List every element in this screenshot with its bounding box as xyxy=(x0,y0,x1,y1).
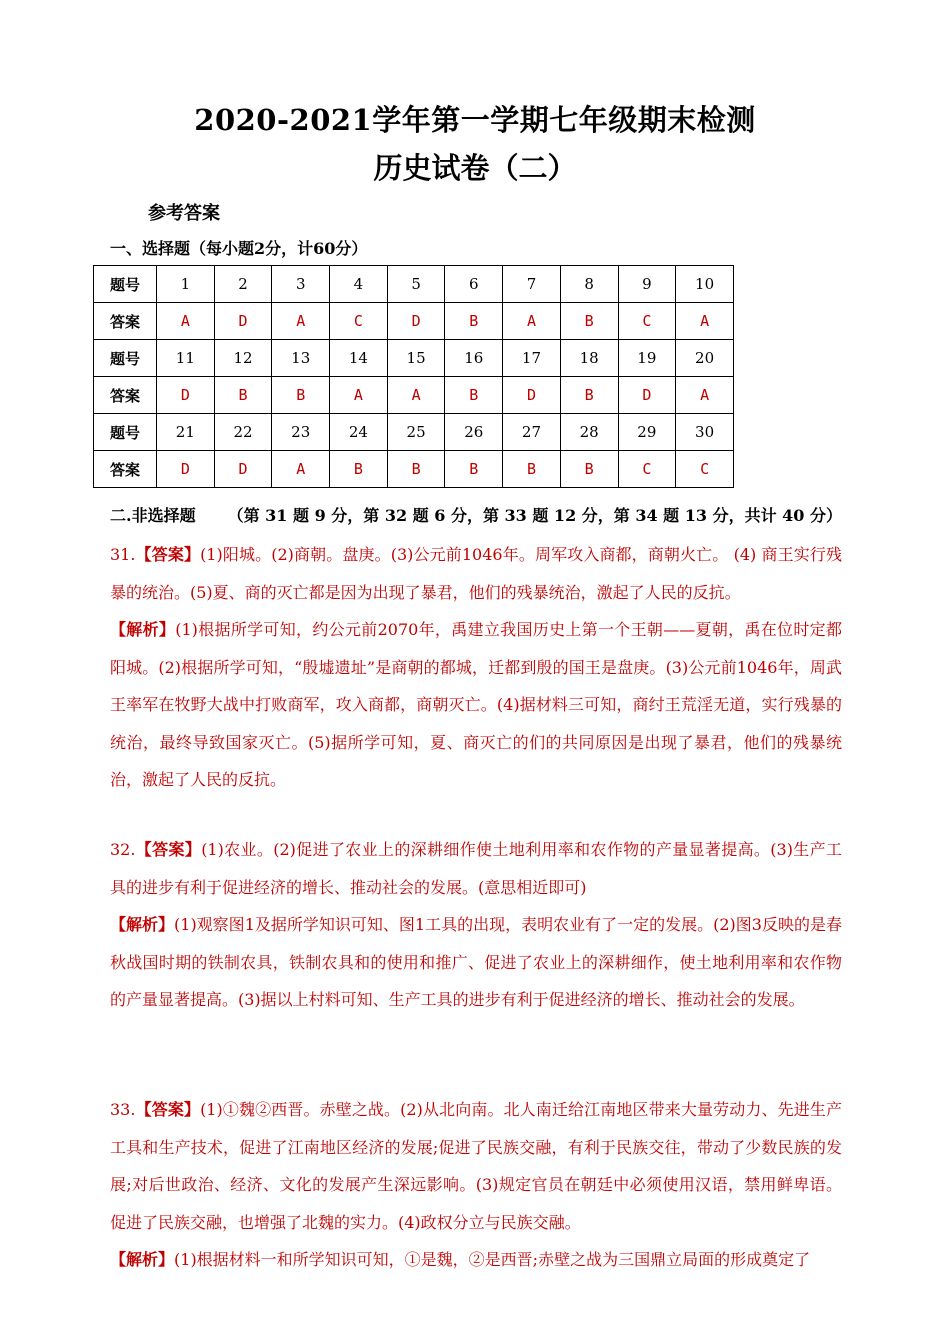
question-number-cell: 2 xyxy=(214,266,272,303)
question-number-cell: 30 xyxy=(676,414,734,451)
answer-cell: C xyxy=(330,303,388,340)
answer-cell: B xyxy=(560,451,618,488)
question-number-cell: 29 xyxy=(618,414,676,451)
row-label-number: 题号 xyxy=(94,266,157,303)
q32-analysis xyxy=(110,906,842,1019)
question-number-cell: 24 xyxy=(330,414,388,451)
answer-cell: B xyxy=(387,451,445,488)
answer-cell: B xyxy=(445,377,503,414)
question-33 xyxy=(110,1091,842,1279)
question-number-cell: 3 xyxy=(272,266,330,303)
question-number-cell: 27 xyxy=(503,414,561,451)
answer-cell: B xyxy=(272,377,330,414)
answer-cell: A xyxy=(330,377,388,414)
question-number-cell: 1 xyxy=(157,266,215,303)
question-number-cell: 19 xyxy=(618,340,676,377)
section-1-heading: 一、选择题（每小题2分，计60分） xyxy=(110,239,368,258)
q33-answer xyxy=(110,1091,842,1241)
question-number-cell: 23 xyxy=(272,414,330,451)
reference-answer-label: 参考答案 xyxy=(148,203,220,224)
question-32 xyxy=(110,831,842,1019)
question-number-cell: 13 xyxy=(272,340,330,377)
answer-cell: A xyxy=(272,451,330,488)
question-number-cell: 11 xyxy=(157,340,215,377)
question-number-row xyxy=(94,266,734,303)
q31-analysis-label: 【解析】 xyxy=(110,620,176,639)
q33-answer-label: 【答案】 xyxy=(135,1100,201,1119)
answer-cell: C xyxy=(618,303,676,340)
q32-number: 32. xyxy=(110,840,136,859)
answer-cell: D xyxy=(214,451,272,488)
row-label-answer: 答案 xyxy=(94,451,157,488)
q33-number: 33. xyxy=(110,1100,136,1119)
question-number-cell: 8 xyxy=(560,266,618,303)
answer-cell: B xyxy=(445,451,503,488)
question-number-cell: 12 xyxy=(214,340,272,377)
question-number-cell: 10 xyxy=(676,266,734,303)
question-number-cell: 15 xyxy=(387,340,445,377)
q31-number: 31. xyxy=(110,545,136,564)
question-number-cell: 7 xyxy=(503,266,561,303)
answer-row xyxy=(94,303,734,340)
q31-answer-text: (1)阳城。(2)商朝。盘庚。(3)公元前1046年。周军攻入商都，商朝火亡。 (4) 商王实行残暴的统治。(5)夏、商的灭亡都是因为出现了暴君，他们的残暴统治，激起了人民的反抗。 xyxy=(110,545,842,602)
q33-analysis xyxy=(110,1241,842,1279)
question-number-cell: 21 xyxy=(157,414,215,451)
q31-answer-label: 【答案】 xyxy=(135,545,201,564)
answer-cell: B xyxy=(503,451,561,488)
q31-answer xyxy=(110,536,842,611)
answer-cell: A xyxy=(387,377,445,414)
answer-cell: D xyxy=(157,451,215,488)
question-number-cell: 14 xyxy=(330,340,388,377)
answer-cell: B xyxy=(214,377,272,414)
row-label-answer: 答案 xyxy=(94,377,157,414)
q33-analysis-text: (1)根据材料一和所学知识可知，①是魏，②是西晋;赤壁之战为三国鼎立局面的形成奠定了 xyxy=(174,1250,811,1269)
question-number-cell: 28 xyxy=(560,414,618,451)
section-2-heading xyxy=(110,503,842,526)
question-number-cell: 18 xyxy=(560,340,618,377)
question-number-cell: 25 xyxy=(387,414,445,451)
q32-answer-label: 【答案】 xyxy=(135,840,202,859)
title-line-1: 2020-2021学年第一学期七年级期末检测 xyxy=(194,103,756,137)
q31-analysis-text: (1)根据所学可知，约公元前2070年，禹建立我国历史上第一个王朝——夏朝，禹在位时定都阳城。(2)根据所学可知，“殷墟遗址”是商朝的都城，迁都到殷的国王是盘庚。(3)公元前1046年，周武王率军在牧野大战中打败商军，攻入商都，商朝灭亡。(4)据材料三可知，商纣王荒淫无道，实行残暴的统治，最终导致国家灭亡。(5)据所学可知，夏、商灭亡的们的共同原因是出现了暴君，他们的残暴统治，激起了人民的反抗。 xyxy=(110,620,842,789)
answer-cell: B xyxy=(445,303,503,340)
answer-row xyxy=(94,377,734,414)
answer-cell: B xyxy=(330,451,388,488)
title-line-2: 历史试卷（二） xyxy=(373,151,577,185)
q32-answer-text: (1)农业。(2)促进了农业上的深耕细作使土地利用率和农作物的产量显著提高。(3)生产工具的进步有利于促进经济的增长、推动社会的发展。(意思相近即可) xyxy=(110,840,842,897)
row-label-answer: 答案 xyxy=(94,303,157,340)
q32-answer xyxy=(110,831,842,906)
answer-row xyxy=(94,451,734,488)
question-number-cell: 17 xyxy=(503,340,561,377)
row-label-number: 题号 xyxy=(94,414,157,451)
answer-cell: D xyxy=(387,303,445,340)
answer-cell: C xyxy=(676,451,734,488)
question-number-row xyxy=(94,414,734,451)
question-number-row xyxy=(94,340,734,377)
question-number-cell: 5 xyxy=(387,266,445,303)
section-2-title: 二.非选择题 xyxy=(110,506,196,525)
answer-cell: A xyxy=(503,303,561,340)
question-number-cell: 4 xyxy=(330,266,388,303)
question-number-cell: 6 xyxy=(445,266,503,303)
q31-analysis xyxy=(110,611,842,799)
row-label-number: 题号 xyxy=(94,340,157,377)
q32-analysis-label: 【解析】 xyxy=(110,915,175,934)
answer-cell: A xyxy=(676,377,734,414)
answer-cell: D xyxy=(157,377,215,414)
question-number-cell: 22 xyxy=(214,414,272,451)
section-2-score-note: （第 31 题 9 分，第 32 题 6 分，第 33 题 12 分，第 34 题 13 分，共计 40 分） xyxy=(227,506,842,525)
q33-answer-text: (1)①魏②西晋。赤壁之战。(2)从北向南。北人南迁给江南地区带来大量劳动力、先进生产工具和生产技术，促进了江南地区经济的发展;促进了民族交融，有利于民族交往，带动了少数民族的发展;对后世政治、经济、文化的发展产生深远影响。(3)规定官员在朝廷中必须使用汉语，禁用鲜卑语。促进了民族交融，也增强了北魏的实力。(4)政权分立与民族交融。 xyxy=(110,1100,842,1232)
answer-cell: A xyxy=(157,303,215,340)
answer-cell: B xyxy=(560,377,618,414)
answer-cell: C xyxy=(618,451,676,488)
question-number-cell: 16 xyxy=(445,340,503,377)
answer-table xyxy=(93,265,734,488)
question-31 xyxy=(110,536,842,799)
answer-cell: D xyxy=(503,377,561,414)
question-number-cell: 26 xyxy=(445,414,503,451)
answer-cell: B xyxy=(560,303,618,340)
answer-cell: D xyxy=(618,377,676,414)
question-number-cell: 9 xyxy=(618,266,676,303)
question-number-cell: 20 xyxy=(676,340,734,377)
answer-cell: A xyxy=(676,303,734,340)
q33-analysis-label: 【解析】 xyxy=(110,1250,175,1269)
q32-analysis-text: (1)观察图1及据所学知识可知、图1工具的出现，表明农业有了一定的发展。(2)图3反映的是春秋战国时期的铁制农具，铁制农具和的使用和推广、促进了农业上的深耕细作，使土地利用率和农作物的产量显著提高。(3)据以上村料可知、生产工具的进步有利于促进经济的增长、推动社会的发展。 xyxy=(110,915,842,1009)
answer-cell: D xyxy=(214,303,272,340)
answer-cell: A xyxy=(272,303,330,340)
